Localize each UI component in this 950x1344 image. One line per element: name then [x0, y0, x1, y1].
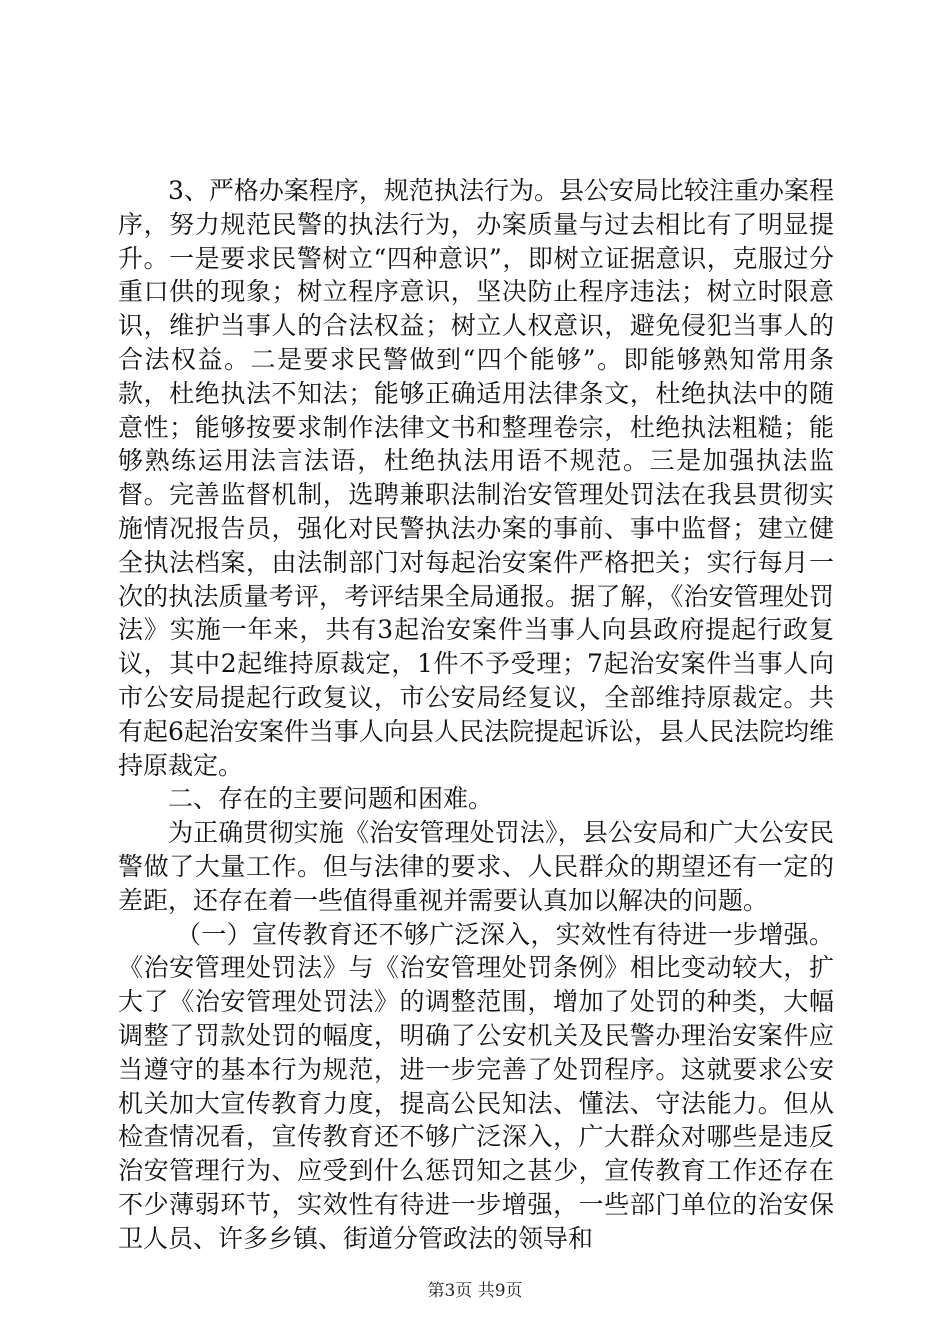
paragraph-problems-intro: 为正确贯彻实施《治安管理处罚法》，县公安局和广大公安民警做了大量工作。但与法律的要求、人民群众的期望还有一定的差距，还存在着一些值得重视并需要认真加以解决的问题。	[118, 818, 834, 915]
document-body	[118, 174, 834, 1256]
paragraph-publicity-education: （一）宣传教育还不够广泛深入，实效性有待进一步增强。《治安管理处罚法》与《治安管理处罚条例》相比变动较大，扩大了《治安管理处罚法》的调整范围，增加了处罚的种类，大幅调整了罚款处罚的幅度，明确了公安机关及民警办理治安案件应当遵守的基本行为规范，进一步完善了处罚程序。这就要求公安机关加大宣传教育力度，提高公民知法、懂法、守法能力。但从检查情况看，宣传教育还不够广泛深入，广大群众对哪些是违反治安管理行为、应受到什么惩罚知之甚少，宣传教育工作还存在不少薄弱环节，实效性有待进一步增强，一些部门单位的治安保卫人员、许多乡镇、街道分管政法的领导和	[118, 919, 834, 1253]
page-number-footer: 第3页 共9页	[427, 1281, 523, 1301]
section-heading-problems: 二、存在的主要问题和困难。	[168, 784, 494, 814]
paragraph-case-procedure: 3、严格办案程序，规范执法行为。县公安局比较注重办案程序，努力规范民警的执法行为，办案质量与过去相比有了明显提升。一是要求民警树立“四种意识”，即树立证据意识，克服过分重口供的现象；树立程序意识，坚决防止程序违法；树立时限意识，维护当事人的合法权益；树立人权意识，避免侵犯当事人的合法权益。二是要求民警做到“四个能够”。即能够熟知常用条款，杜绝执法不知法；能够正确适用法律条文，杜绝执法中的随意性；能够按要求制作法律文书和整理卷宗，杜绝执法粗糙；能够熟练运用法言法语，杜绝执法用语不规范。三是加强执法监督。完善监督机制，选聘兼职法制治安管理处罚法在我县贯彻实施情况报告员，强化对民警执法办案的事前、事中监督；建立健全执法档案，由法制部门对每起治安案件严格把关；实行每月一次的执法质量考评，考评结果全局通报。据了解，《治安管理处罚法》实施一年来，共有3起治安案件当事人向县政府提起行政复议，其中2起维持原裁定，1件不予受理；7起治安案件当事人向市公安局提起行政复议，市公安局经复议，全部维持原裁定。共有起6起治安案件当事人向县人民法院提起诉讼，县人民法院均维持原裁定。	[118, 176, 834, 780]
